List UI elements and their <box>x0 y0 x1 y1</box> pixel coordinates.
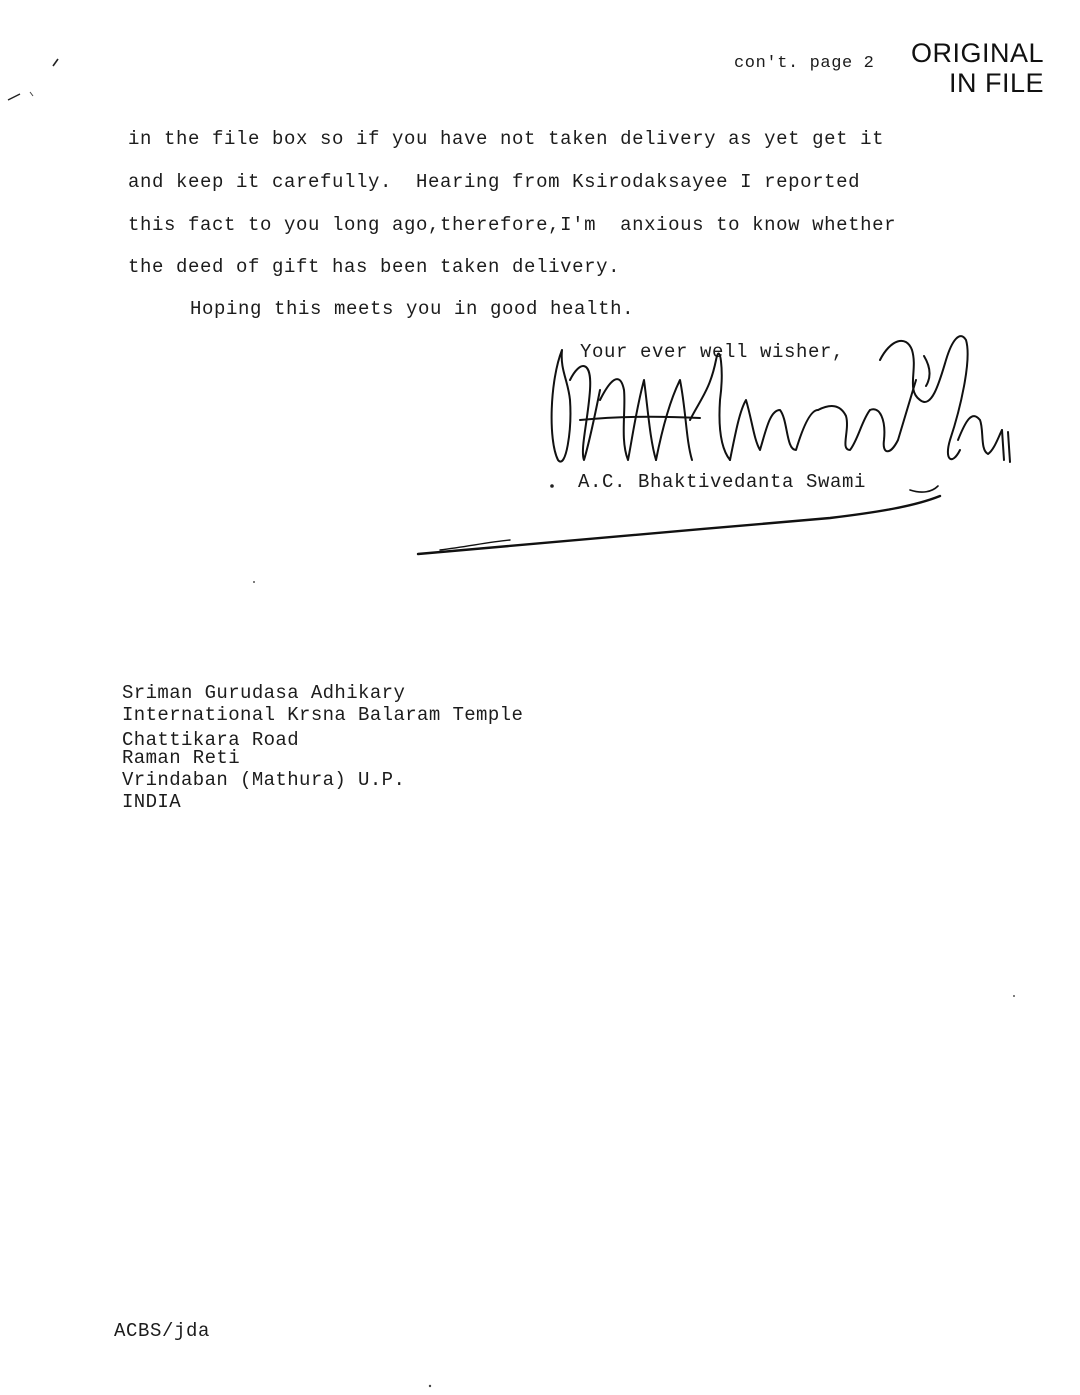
stray-mark <box>50 56 62 68</box>
address-line-3: Chattikara Road <box>122 729 300 751</box>
body-line-4: the deed of gift has been taken delivery. <box>128 256 621 278</box>
address-line-6: INDIA <box>122 791 182 813</box>
stamp-line-original: ORIGINAL <box>910 38 1044 68</box>
original-in-file-stamp <box>906 38 1044 98</box>
body-line-5: Hoping this meets you in good health. <box>190 298 635 320</box>
stray-mark <box>250 578 258 586</box>
stray-mark <box>6 88 36 104</box>
reference-initials: ACBS/jda <box>114 1320 211 1342</box>
address-line-4: Raman Reti <box>122 747 241 769</box>
signature-underline-stroke <box>410 478 950 568</box>
continuation-note: con't. page 2 <box>734 54 875 73</box>
address-line-2: International Krsna Balaram Temple <box>122 704 524 726</box>
stray-mark <box>1010 992 1018 1000</box>
closing-salutation: Your ever well wisher, <box>580 341 845 363</box>
body-line-1: in the file box so if you have not taken delivery as yet get it <box>128 128 885 150</box>
stray-mark <box>426 1382 434 1390</box>
address-line-5: Vrindaban (Mathura) U.P. <box>122 769 406 791</box>
body-line-2: and keep it carefully. Hearing from Ksirodaksayee I reported <box>128 171 861 193</box>
typed-signature-name: A.C. Bhaktivedanta Swami <box>578 471 867 493</box>
body-line-3: this fact to you long ago,therefore,I'm anxious to know whether <box>128 214 897 236</box>
stamp-line-in-file: IN FILE <box>948 68 1044 98</box>
address-line-1: Sriman Gurudasa Adhikary <box>122 682 406 704</box>
